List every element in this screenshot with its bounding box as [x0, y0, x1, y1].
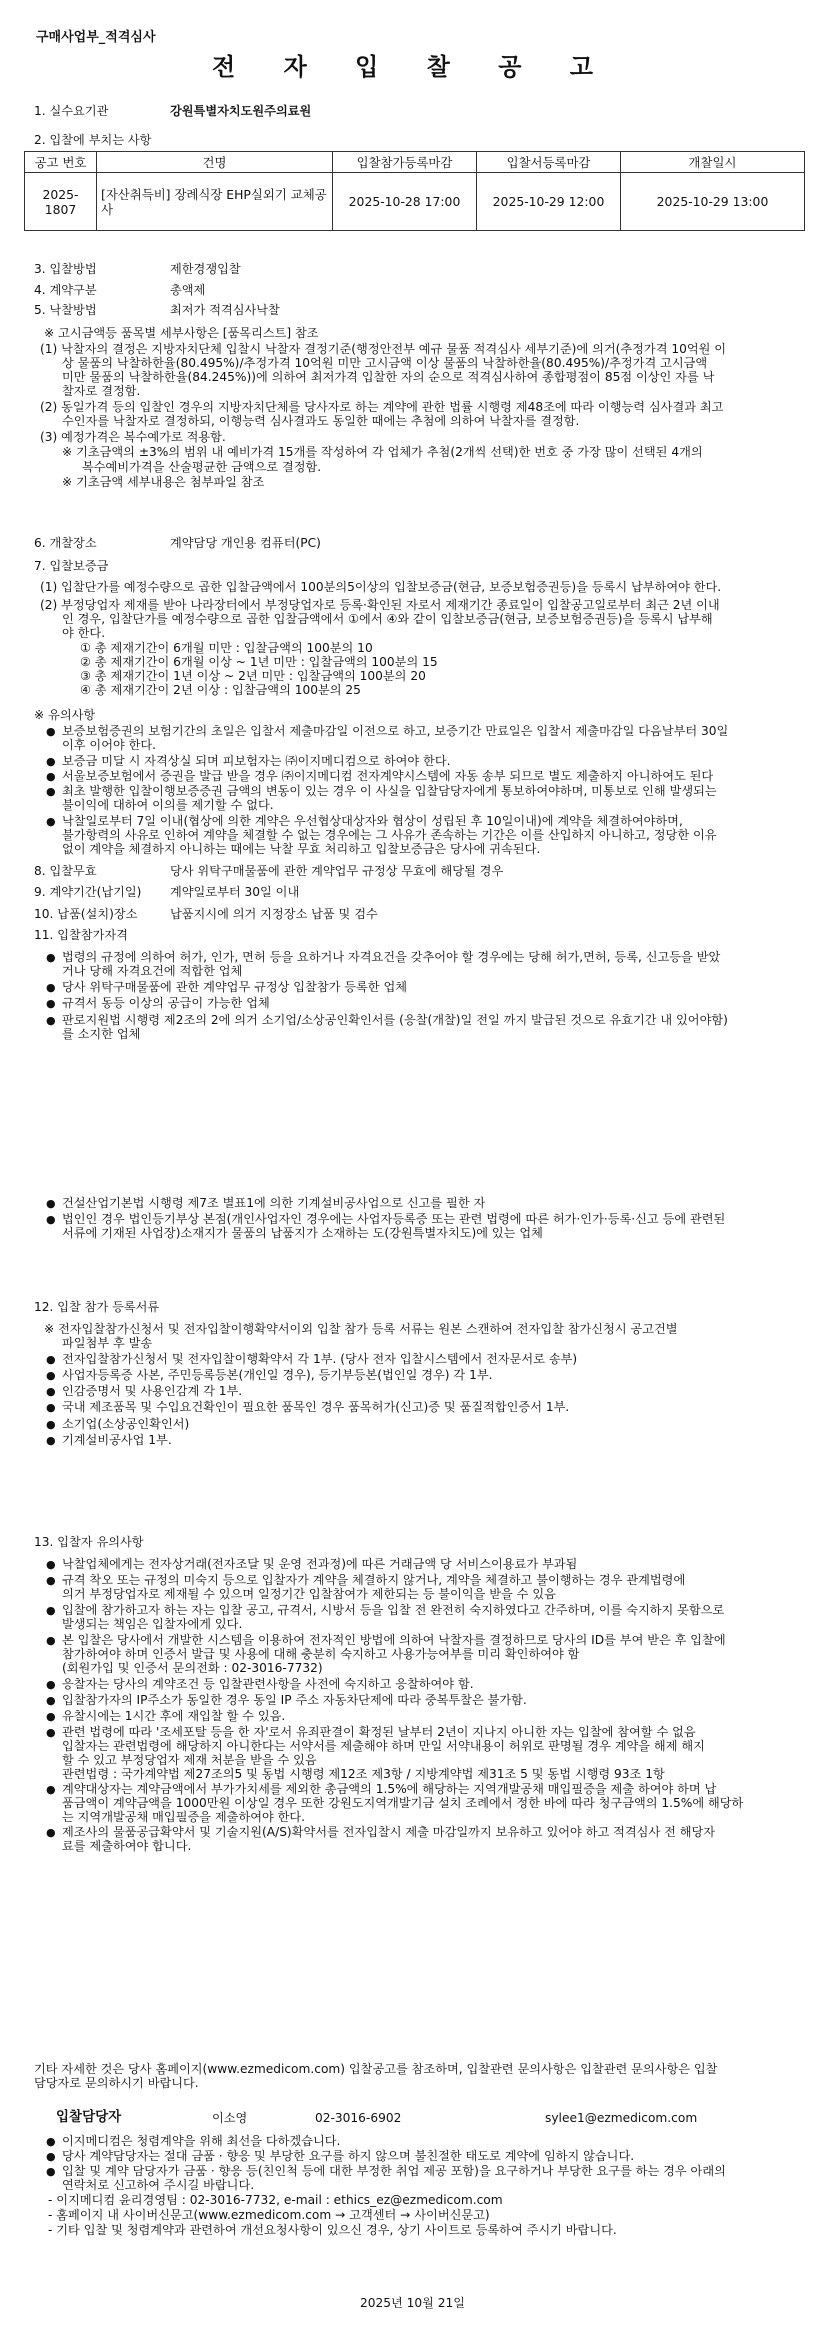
- notice-date: 2025년 10월 21일: [359, 2296, 466, 2310]
- s13-bullet: ● 유찰시에는 1시간 후에 재입찰 할 수 있음.: [62, 1709, 285, 1724]
- table-row: [25, 173, 805, 231]
- contact-phone: 02-3016-6902: [315, 2111, 402, 2125]
- s5-note-line: 수인자를 낙찰자로 결정하되, 이행능력 심사결과도 동일한 때에는 추첨에 의하여 낙찰자를 결정함.: [62, 414, 580, 428]
- cell-notice-no: 2025-1807: [25, 173, 97, 231]
- section-12-label: 12. 입찰 참가 등록서류: [34, 1300, 160, 1314]
- s7-line: ② 총 제재기간이 6개월 이상 ~ 1년 미만 : 입찰금액의 100분의 15: [80, 655, 438, 669]
- section-4-value: 총액제: [170, 283, 206, 297]
- col-header-title: 건명: [97, 152, 333, 173]
- table-header-row: [25, 152, 805, 173]
- s13-line: 료를 제출하여야 합니다.: [62, 1839, 192, 1853]
- s13-line: 할 수 있고 부정당업자 제재 처분을 받을 수 있음: [62, 1753, 317, 1767]
- s5-note-line: 찰자로 결정함.: [62, 384, 141, 398]
- s12-line: 파일첨부 후 발송: [62, 1336, 153, 1350]
- s12-bullet: ● 국내 제조품목 및 수입요건확인이 필요한 품목인 경우 품목허가(신고)증 및 품질적합인증서 1부.: [62, 1400, 569, 1415]
- section-2-label: 2. 입찰에 부치는 사항: [34, 133, 152, 147]
- cell-opening: 2025-10-29 13:00: [621, 173, 805, 231]
- s13-bullet: ● 입찰에 참가하고자 하는 자는 입찰 공고, 규격서, 시방서 등을 입찰 전 완전히 숙지하였다고 간주하며, 이를 숙지하지 못함으로: [62, 1603, 724, 1618]
- s13-bullet: ● 관련 법령에 따라 '조세포탈 등을 한 자'로서 유죄판결이 확정된 날부터 2년이 지나지 아니한 자는 입찰에 참여할 수 없음: [62, 1725, 696, 1740]
- s7-line: (1) 입찰단가를 예정수량으로 곱한 입찰금액에서 100분의5이상의 입찰보증금(현금, 보증보험증권등)을 등록시 납부하여야 한다.: [40, 580, 722, 594]
- page-title: 전 자 입 찰 공 고: [212, 53, 613, 81]
- s11-bullet: ● 판로지원법 시행령 제2조의 2에 의거 소기업/소상공인확인서를 (응찰(개찰)일 전일 까지 발급된 것으로 유효기간 내 있어야함): [62, 1013, 728, 1028]
- bid-table: [24, 151, 805, 231]
- s12-bullet: ● 소기업(소상공인확인서): [62, 1417, 189, 1432]
- s7-notes-head: ※ 유의사항: [34, 708, 96, 722]
- s7-line: ① 총 제재기간이 6개월 미만 : 입찰금액의 100분의 10: [80, 641, 373, 655]
- section-3-value: 제한경쟁입찰: [170, 262, 241, 276]
- s5-note-text: 고시금액등 품목별 세부사항은 [품목리스트] 참조: [58, 326, 319, 340]
- contact-name: 이소영: [212, 2111, 248, 2125]
- s11-bullet: ● 법인인 경우 법인등기부상 본점(개인사업자인 경우에는 사업자등록증 또는 관련 법령에 따른 허가·인가·등록·신고 등에 관련된: [62, 1212, 725, 1227]
- section-3-label: 3. 입찰방법: [34, 262, 97, 276]
- cell-title: [자산취득비] 장례식장 EHP실외기 교체공사: [97, 173, 333, 231]
- s11-bullet: ● 건설산업기본법 시행령 제7조 별표1에 의한 기계설비공사업으로 신고를 필한 자: [62, 1196, 485, 1211]
- s13-bullet: ● 계약대상자는 계약금액에서 부가가치세를 제외한 총금액의 1.5%에 해당하는 지역개발공채 매입필증을 제출 하여야 하며 납: [62, 1782, 716, 1797]
- s7-note-line: 불가항력의 사유로 인하여 계약을 체결할 수 없는 경우에는 그 사유가 존속하는 기간은 이를 산입하지 아니하고, 정당한 이유: [62, 828, 717, 842]
- s13-bullet: ● 응찰자는 당사의 계약조건 등 입찰관련사항을 사전에 숙지하고 응찰하여야 함.: [62, 1677, 474, 1692]
- s7-note-line: 이후 이어야 한다.: [62, 738, 157, 752]
- s7-line: ④ 총 제재기간이 2년 이상 : 입찰금액의 100분의 25: [80, 683, 361, 697]
- s5-note-line: ※ 기초금액의 ±3%의 범위 내 예비가격 15개를 작성하여 각 업체가 추첨(2개씩 선택)한 번호 중 가장 많이 선택된 4개의: [62, 445, 703, 459]
- s12-bullet: ● 기계설비공사업 1부.: [62, 1433, 172, 1448]
- s7-note-bullet: ● 보증금 미달 시 자격상실 되며 피보험자는 ㈜이지메디컴으로 하여야 한다.: [62, 754, 450, 769]
- s13-line: 발생되는 책임은 입찰자에게 있다.: [62, 1617, 243, 1631]
- s5-note-line: 복수예비가격을 산술평균한 금액으로 결정함.: [82, 460, 322, 474]
- contact-email: sylee1@ezmedicom.com: [545, 2111, 698, 2125]
- s12-bullet: ● 사업자등록증 사본, 주민등록등본(개인일 경우), 등기부등본(법인일 경우) 각 1부.: [62, 1368, 492, 1383]
- s5-note-line: 미만 물품의 낙찰하한율(84.245%))에 의하여 최저가격 입찰한 자의 순으로 적격심사하여 종합평점이 85점 이상인 자를 낙: [62, 370, 715, 384]
- section-1-label: 1. 실수요기관: [34, 104, 109, 118]
- s5-note-line: 상 물품의 낙찰하한율(80.495%)/추정가격 10억원 미만 고시금액 이상 물품의 낙찰하한율(80.495%)/추정가격 고시금액: [62, 356, 708, 370]
- footer-bullet: ● 당사 계약담당자는 절대 금품 · 향응 및 부당한 요구를 하지 않으며 불친절한 태도로 계약에 임하지 않습니다.: [62, 2149, 634, 2164]
- s13-line: 관련법령 : 국가계약법 제27조의5 및 동법 시행령 제12조 제3항 / 지방계약법 제31조 5 및 동법 시행령 93조 1항: [62, 1767, 665, 1781]
- section-6-value: 계약담당 개인용 컴퓨터(PC): [170, 536, 321, 550]
- s5-note-line: ※ 기초금액 세부내용은 첨부파일 참조: [62, 475, 265, 489]
- s13-bullet: ● 낙찰업체에게는 전자상거래(전자조달 및 운영 전과정)에 따른 거래금액 당 서비스이용료가 부과됨: [62, 1557, 577, 1572]
- s13-line: 참가하여야 하며 인증서 발급 및 사용에 대해 충분히 숙지하고 사용가능여부를 미리 확인하여야 함: [62, 1647, 580, 1661]
- footer-contact-line: - 홈페이지 내 사이버신문고(www.ezmedicom.com → 고객센터 → 사이버신문고): [48, 2208, 490, 2222]
- footer-line: 담당자로 문의하시기 바랍니다.: [34, 2076, 199, 2090]
- section-9-value: 계약일로부터 30일 이내: [170, 885, 300, 899]
- s7-note-bullet: ● 낙찰일로부터 7일 이내(협상에 의한 계약은 우선협상대상자와 협상이 성립된 후 10일이내)에 계약을 체결하여야하며,: [62, 814, 683, 829]
- section-7-label: 7. 입찰보증금: [34, 559, 109, 573]
- s7-note-bullet: ● 서울보증보험에서 증권을 발급 받을 경우 ㈜이지메디컴 전자계약시스템에 자동 송부 되므로 별도 제출하지 아니하여도 된다: [62, 769, 713, 784]
- s13-line: 의거 부정당업자로 제재될 수 있으며 일정기간 입찰참여가 제한되는 등 불이익을 받을 수 있음: [62, 1587, 556, 1601]
- s7-line: ③ 총 제재기간이 1년 이상 ~ 2년 미만 : 입찰금액의 100분의 20: [80, 669, 426, 683]
- section-6-label: 6. 개찰장소: [34, 536, 97, 550]
- s13-line: 품금액이 계약금액을 1000만원 이상일 경우 또한 강원도지역개발기금 설치 조례에서 정한 바에 따라 청구금액의 1.5%에 해당하: [62, 1796, 744, 1810]
- s7-line: (2) 부정당업자 제재를 받아 나라장터에서 부정당업자로 등록·확인된 자로서 제재기간 종료일이 입찰공고일로부터 최근 2년 이내: [40, 598, 720, 612]
- s5-note-line: (3) 예정가격은 복수예가로 적용함.: [40, 430, 226, 444]
- s12-bullet: ● 전자입찰참가신청서 및 전자입찰이행확약서 각 1부. (당사 전자 입찰시스템에서 전자문서로 송부): [62, 1352, 577, 1367]
- footer-contact-line: - 기타 입찰 및 청렴계약과 관련하여 개선요청사항이 있으신 경우, 상기 사이트로 등록하여 주시기 바랍니다.: [48, 2223, 617, 2237]
- col-header-bid-deadline: 입찰서등록마감: [477, 152, 621, 173]
- s13-line: (회원가입 및 인증서 문의전화 : 02-3016-7732): [62, 1661, 323, 1675]
- s13-line: 입찰자는 관련법령에 해당하지 아니한다는 서약서를 제출해야 하며 만일 서약내용이 허위로 판명될 경우 계약을 해제 해지: [62, 1739, 705, 1753]
- s13-bullet: ● 규격 착오 또는 규정의 미숙지 등으로 입찰자가 계약을 체결하지 않거나, 계약을 체결하고 불이행하는 경우 관계법령에: [62, 1573, 685, 1588]
- cell-reg-deadline: 2025-10-28 17:00: [333, 173, 477, 231]
- section-8-value: 당사 위탁구매물품에 관한 계약업무 규정상 무효에 해당될 경우: [170, 864, 504, 878]
- col-header-notice-no: 공고 번호: [25, 152, 97, 173]
- contact-label: 입찰담당자: [56, 2109, 122, 2125]
- s11-bullet: ● 법령의 규정에 의하여 허가, 인가, 면허 등을 요하거나 자격요건을 갖추어야 할 경우에는 당해 허가,면허, 등록, 신고등을 받았: [62, 950, 720, 965]
- section-10-label: 10. 납품(설치)장소: [34, 907, 138, 921]
- s11-line: 거나 당해 자격요건에 적합한 업체: [62, 964, 243, 978]
- s12-bullet: ● 인감증명서 및 사용인감계 각 1부.: [62, 1384, 242, 1399]
- s5-note-line: ※ 고시금액등 품목별 세부사항은 [품목리스트] 참조: [44, 326, 319, 340]
- s13-bullet: ● 입찰참가자의 IP주소가 동일한 경우 동일 IP 주소 자동차단제에 따라 중복투찰은 불가함.: [62, 1693, 527, 1708]
- s13-bullet: ● 본 입찰은 당사에서 개발한 시스템을 이용하여 전자적인 방법에 의하여 낙찰자를 결정하므로 당사의 ID를 부여 받은 후 입찰에: [62, 1633, 726, 1648]
- s13-bullet: ● 제조사의 물품공급확약서 및 기술지원(A/S)확약서를 전자입찰시 제출 마감일까지 보유하고 있어야 하고 적격심사 전 해당자: [62, 1825, 715, 1840]
- s7-note-bullet: ● 보증보험증권의 보험기간의 초일은 입찰서 제출마감일 이전으로 하고, 보증기간 만료일은 입찰서 제출마감일 다음날부터 30일: [62, 724, 728, 739]
- s7-note-line: 없이 계약을 체결하지 아니하는 때에는 낙찰 무효 처리하고 입찰보증금은 당사에 귀속된다.: [62, 842, 541, 856]
- section-9-label: 9. 계약기간(납기일): [34, 885, 142, 899]
- col-header-reg-deadline: 입찰참가등록마감: [333, 152, 477, 173]
- s5-note-line: (2) 동일가격 등의 입찰인 경우의 지방자치단체를 당사자로 하는 계약에 관한 법률 시행령 제48조에 따라 이행능력 심사결과 최고: [40, 400, 724, 414]
- section-5-label: 5. 낙찰방법: [34, 303, 97, 317]
- footer-contact-line: - 이지메디컴 윤리경영팀 : 02-3016-7732, e-mail : ethics_ez@ezmedicom.com: [48, 2193, 503, 2207]
- s11-line: 서류에 기재된 사업장)소재지가 물품의 납품지가 소재하는 도(강원특별자치도)에 있는 업체: [62, 1226, 543, 1240]
- s7-line: 야 한다.: [62, 626, 106, 640]
- s12-line: ※ 전자입찰참가신청서 및 전자입찰이행확약서이외 입찰 참가 등록 서류는 원본 스캔하여 전자입찰 참가신청시 공고건별: [44, 1322, 678, 1336]
- s7-note-line: 불이익에 대하여 이의를 제기할 수 없다.: [62, 798, 274, 812]
- s7-note-bullet: ● 최초 발행한 입찰이행보증증권 금액의 변동이 있는 경우 이 사실을 입찰담당자에게 통보하여야하며, 미통보로 인해 발생되는: [62, 784, 717, 799]
- footer-bullet: ● 이지메디컴은 청렴계약을 위해 최선을 다하겠습니다.: [62, 2134, 340, 2149]
- s11-bullet: ● 당사 위탁구매물품에 관한 계약업무 규정상 입찰참가 등록한 업체: [62, 980, 407, 995]
- section-13-label: 13. 입찰자 유의사항: [34, 1535, 144, 1549]
- section-10-value: 납품지시에 의거 지정장소 납품 및 검수: [170, 907, 378, 921]
- section-11-label: 11. 입찰참가자격: [34, 928, 128, 942]
- section-5-value: 최저가 적격심사낙찰: [170, 303, 280, 317]
- s11-line: 를 소지한 업체: [62, 1027, 141, 1041]
- s7-line: 인 경우, 입찰단가를 예정수량으로 곱한 입찰금액에서 ①에서 ④와 같이 입찰보증금(현금, 보증보험증권등)을 등록시 납부해: [62, 612, 713, 626]
- section-8-label: 8. 입찰무효: [34, 864, 97, 878]
- footer-line: 연락처로 신고하여 주시길 바랍니다.: [62, 2178, 255, 2192]
- col-header-opening: 개찰일시: [621, 152, 805, 173]
- section-4-label: 4. 계약구분: [34, 283, 97, 297]
- department-label: 구매사업부_적격심사: [36, 30, 156, 45]
- section-1-value: 강원특별자치도원주의료원: [170, 104, 312, 118]
- footer-bullet: ● 입찰 및 계약 담당자가 금품 · 향응 등(친인척 등에 대한 부정한 취업 제공 포함)을 요구하거나 부당한 요구를 하는 경우 아래의: [62, 2164, 726, 2179]
- s11-bullet: ● 규격서 동등 이상의 공급이 가능한 업체: [62, 996, 270, 1011]
- s13-line: 는 지역개발공채 매입필증을 제출하여야 한다.: [62, 1810, 306, 1824]
- cell-bid-deadline: 2025-10-29 12:00: [477, 173, 621, 231]
- footer-line: 기타 자세한 것은 당사 홈페이지(www.ezmedicom.com) 입찰공고를 참조하며, 입찰관련 문의사항은 입찰관련 문의사항은 입찰: [34, 2062, 718, 2076]
- s5-note-line: (1) 낙찰자의 결정은 지방자치단체 입찰시 낙찰자 결정기준(행정안전부 예규 물품 적격심사 세부기준)에 의거(추정가격 10억원 이: [40, 342, 727, 356]
